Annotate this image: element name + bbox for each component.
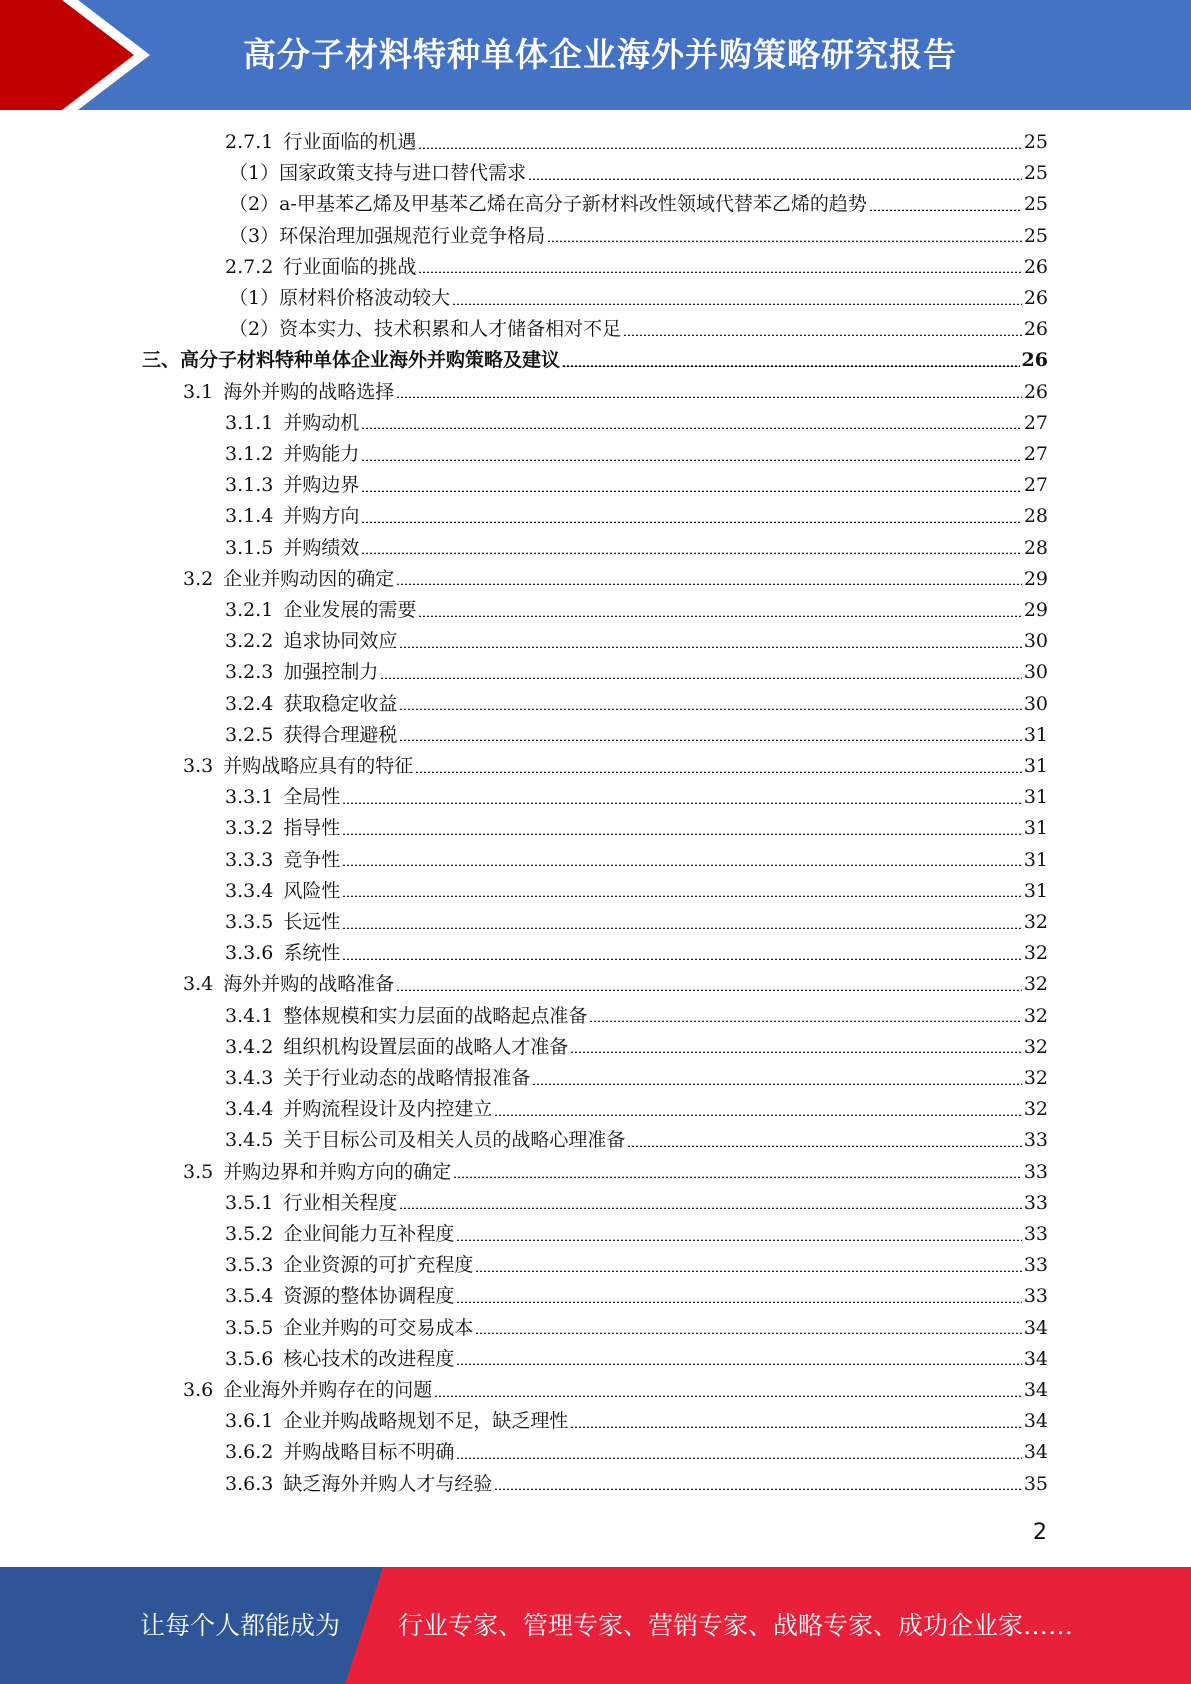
toc-dot-leader: [361, 427, 1021, 429]
toc-entry-page: 27: [1023, 474, 1048, 497]
toc-dot-leader: [361, 552, 1021, 554]
toc-entry-title: 并购动机: [283, 411, 360, 434]
toc-entry[interactable]: [229, 158, 1048, 189]
toc-dot-leader: [361, 459, 1021, 461]
toc-entry-page: 29: [1023, 599, 1048, 621]
toc-entry[interactable]: [225, 813, 1048, 844]
page-header: [0, 0, 1191, 110]
toc-entry-title: 企业发展的需要: [283, 599, 417, 621]
toc-entry-page: 28: [1023, 505, 1048, 528]
toc-entry[interactable]: [225, 876, 1048, 907]
toc-entry-number: 3.5.2: [225, 1223, 274, 1245]
toc-dot-leader: [418, 615, 1021, 617]
toc-dot-leader: [342, 802, 1021, 804]
toc-entry-title: 核心技术的改进程度: [283, 1347, 455, 1370]
toc-dot-leader: [399, 646, 1021, 648]
toc-entry-number: 3.4.4: [225, 1098, 274, 1121]
toc-entry-page: 28: [1023, 536, 1048, 559]
toc-entry-number: 3.2: [183, 567, 214, 590]
toc-entry-title: 竞争性: [283, 848, 341, 871]
toc-dot-leader: [399, 739, 1021, 741]
toc-dot-leader: [453, 1176, 1022, 1178]
toc-entry-title: 关于行业动态的战略情报准备: [283, 1067, 531, 1089]
toc-dot-leader: [396, 989, 1022, 991]
toc-entry-title: 并购能力: [283, 443, 360, 465]
toc-entry[interactable]: [229, 283, 1048, 314]
toc-entry-page: 35: [1023, 1472, 1048, 1495]
footer-slogan-left: 让每个人都能成为: [140, 1611, 341, 1640]
toc-entry[interactable]: [225, 1406, 1048, 1437]
toc-entry-number: 3.4.5: [225, 1129, 274, 1152]
toc-dot-leader: [361, 521, 1021, 523]
toc-entry-number: （2）: [229, 318, 280, 341]
toc-entry[interactable]: [225, 1250, 1048, 1281]
toc-entry-number: 3.4: [183, 973, 214, 996]
toc-dot-leader: [456, 1301, 1021, 1303]
toc-entry[interactable]: [225, 408, 1048, 439]
toc-entry-title: 行业面临的挑战: [283, 255, 417, 278]
toc-entry-page: 34: [1023, 1316, 1048, 1339]
toc-entry-title: 企业间能力互补程度: [283, 1223, 455, 1245]
toc-entry-title: 风险性: [283, 879, 341, 902]
toc-entry-page: 31: [1023, 723, 1048, 746]
toc-dot-leader: [342, 895, 1021, 897]
toc-entry-title: 获取稳定收益: [283, 692, 398, 715]
toc-entry-number: 3.3.1: [225, 786, 274, 809]
toc-entry[interactable]: [183, 969, 1048, 1000]
toc-entry-title: 并购战略目标不明确: [283, 1441, 455, 1464]
toc-entry[interactable]: [225, 626, 1048, 657]
toc-dot-leader: [418, 271, 1021, 273]
toc-dot-leader: [494, 1114, 1021, 1116]
toc-entry[interactable]: [225, 501, 1048, 532]
toc-entry-page: 29: [1023, 567, 1048, 590]
toc-entry-number: （1）: [229, 287, 280, 309]
toc-dot-leader: [456, 1457, 1021, 1459]
toc-dot-leader: [547, 240, 1022, 242]
toc-entry-title: 系统性: [283, 942, 341, 965]
toc-entry-number: 3.6.2: [225, 1441, 274, 1464]
toc-dot-leader: [342, 958, 1021, 960]
toc-entry-number: （1）: [229, 162, 280, 185]
toc-dot-leader: [570, 1426, 1021, 1428]
toc-entry[interactable]: [225, 1188, 1048, 1219]
toc-entry-number: 3.5: [183, 1160, 214, 1183]
toc-entry-title: a-甲基苯乙烯及甲基苯乙烯在高分子新材料改性领域代替苯乙烯的趋势: [279, 193, 867, 216]
toc-entry-title: 企业并购的可交易成本: [283, 1316, 474, 1339]
toc-entry-number: 3.1: [183, 380, 214, 403]
toc-entry-title: 全局性: [283, 786, 341, 809]
toc-entry-page: 33: [1023, 1191, 1048, 1214]
toc-dot-leader: [475, 1270, 1021, 1272]
toc-entry-title: 整体规模和实力层面的战略起点准备: [283, 1004, 588, 1027]
toc-entry-title: 长远性: [283, 911, 341, 933]
toc-entry-number: 3.3.6: [225, 942, 274, 965]
toc-entry-page: 33: [1023, 1129, 1048, 1152]
toc-entry[interactable]: [225, 657, 1048, 688]
toc-entry-page: 26: [1023, 380, 1048, 403]
toc-dot-leader: [342, 927, 1021, 929]
toc-dot-leader: [494, 1488, 1021, 1490]
toc-entry-title: 关于目标公司及相关人员的战略心理准备: [283, 1129, 626, 1152]
toc-entry-title: 企业海外并购存在的问题: [223, 1379, 433, 1401]
toc-entry[interactable]: [225, 689, 1048, 720]
toc-dot-leader: [589, 1020, 1021, 1022]
toc-entry-page: 32: [1023, 1098, 1048, 1121]
toc-dot-leader: [399, 708, 1021, 710]
toc-entry-number: 3.3: [183, 755, 214, 777]
toc-entry[interactable]: [225, 1313, 1048, 1344]
toc-entry-number: 3.1.4: [225, 505, 274, 528]
toc-entry-title: 资本实力、技术积累和人才储备相对不足: [279, 318, 622, 341]
toc-entry-page: 26: [1023, 287, 1048, 309]
toc-entry[interactable]: [225, 1437, 1048, 1468]
toc-entry-title: 企业资源的可扩充程度: [283, 1254, 474, 1277]
toc-dot-leader: [380, 677, 1021, 679]
toc-dot-leader: [562, 365, 1020, 367]
toc-entry-title: 获得合理避税: [283, 723, 398, 746]
toc-entry-number: 3.1.2: [225, 443, 274, 465]
toc-entry-title: 并购绩效: [283, 536, 360, 559]
toc-entry-title: 缺乏海外并购人才与经验: [283, 1472, 493, 1495]
toc-entry[interactable]: [225, 1001, 1048, 1032]
toc-entry[interactable]: [225, 1094, 1048, 1125]
toc-entry-title: 组织机构设置层面的战略人才准备: [283, 1035, 569, 1058]
toc-entry-page: 25: [1023, 131, 1048, 153]
toc-entry-number: 3.3.3: [225, 848, 274, 871]
toc-entry-title: 企业并购战略规划不足，缺乏理性: [283, 1410, 569, 1433]
toc-entry-number: 3.2.5: [225, 723, 274, 746]
toc-dot-leader: [396, 583, 1022, 585]
toc-entry-page: 34: [1023, 1379, 1048, 1401]
toc-entry-title: 三、高分子材料特种单体企业海外并购策略及建议: [142, 349, 561, 372]
toc-entry-number: 3.5.4: [225, 1285, 274, 1308]
toc-dot-leader: [456, 1363, 1021, 1365]
toc-entry-number: （3）: [229, 224, 280, 247]
toc-entry-title: 原材料价格波动较大: [279, 287, 451, 309]
toc-entry[interactable]: [225, 1125, 1048, 1156]
toc-dot-leader: [627, 1145, 1021, 1147]
toc-entry[interactable]: [229, 189, 1048, 220]
toc-entry-number: 3.4.3: [225, 1067, 274, 1089]
toc-entry-title: 并购边界: [283, 474, 360, 497]
toc-entry[interactable]: [225, 439, 1048, 470]
toc-entry[interactable]: [229, 314, 1048, 345]
toc-entry-page: 25: [1023, 193, 1048, 216]
toc-dot-leader: [399, 1207, 1021, 1209]
toc-entry-number: 3.3.2: [225, 817, 274, 840]
toc-entry[interactable]: [225, 1032, 1048, 1063]
toc-entry-title: 企业并购动因的确定: [223, 567, 395, 590]
toc-entry-page: 27: [1023, 443, 1048, 465]
toc-entry[interactable]: [225, 907, 1048, 938]
toc-entry-page: 31: [1023, 879, 1048, 902]
toc-entry-page: 34: [1023, 1347, 1048, 1370]
toc-entry-number: 3.4.2: [225, 1035, 274, 1058]
toc-entry-number: 3.2.4: [225, 692, 274, 715]
toc-entry[interactable]: [183, 564, 1048, 595]
toc-entry-page: 26: [1023, 255, 1048, 278]
toc-dot-leader: [418, 147, 1021, 149]
toc-entry-number: 3.4.1: [225, 1004, 274, 1027]
toc-entry-page: 31: [1023, 848, 1048, 871]
toc-entry-number: 3.6.3: [225, 1472, 274, 1495]
toc-entry-page: 34: [1023, 1410, 1048, 1433]
toc-dot-leader: [361, 490, 1021, 492]
toc-dot-leader: [528, 178, 1022, 180]
toc-entry-page: 33: [1023, 1223, 1048, 1245]
toc-entry[interactable]: [225, 845, 1048, 876]
toc-entry-title: 环保治理加强规范行业竞争格局: [279, 224, 546, 247]
toc-entry-page: 34: [1023, 1441, 1048, 1464]
toc-entry-page: 25: [1023, 224, 1048, 247]
toc-entry-number: 3.5.5: [225, 1316, 274, 1339]
toc-entry-page: 30: [1023, 630, 1048, 653]
toc-entry[interactable]: [225, 782, 1048, 813]
toc-entry-number: 3.2.2: [225, 630, 274, 653]
toc-entry[interactable]: [183, 751, 1048, 782]
toc-entry-number: 3.2.3: [225, 661, 274, 684]
toc-entry-page: 32: [1023, 1067, 1048, 1089]
toc-dot-leader: [415, 771, 1022, 773]
toc-dot-leader: [342, 833, 1021, 835]
toc-entry-page: 32: [1023, 1004, 1048, 1027]
page-footer: [0, 1567, 1191, 1684]
toc-entry-number: 3.1.3: [225, 474, 274, 497]
toc-dot-leader: [396, 396, 1022, 398]
toc-entry[interactable]: [225, 252, 1048, 283]
toc-entry-page: 31: [1023, 817, 1048, 840]
toc-entry-page: 33: [1023, 1160, 1048, 1183]
toc-entry[interactable]: [225, 938, 1048, 969]
toc-dot-leader: [434, 1395, 1022, 1397]
toc-entry[interactable]: [225, 1063, 1048, 1094]
toc-entry-number: 3.1.1: [225, 411, 274, 434]
toc-entry-page: 26: [1021, 349, 1048, 372]
toc-entry-page: 32: [1023, 1035, 1048, 1058]
toc-entry-page: 33: [1023, 1254, 1048, 1277]
toc-entry-page: 33: [1023, 1285, 1048, 1308]
toc-entry-number: 3.6: [183, 1379, 214, 1401]
toc-dot-leader: [342, 864, 1021, 866]
toc-entry-title: 并购战略应具有的特征: [223, 755, 414, 777]
toc-entry[interactable]: [142, 345, 1048, 376]
toc-dot-leader: [452, 303, 1022, 305]
toc-entry-page: 31: [1023, 786, 1048, 809]
toc-entry-number: 3.3.5: [225, 911, 274, 933]
toc-entry[interactable]: [225, 1344, 1048, 1375]
toc-entry[interactable]: [225, 1281, 1048, 1312]
footer-slogan-right: 行业专家、管理专家、营销专家、战略专家、成功企业家……: [398, 1611, 1074, 1640]
toc-entry-page: 32: [1023, 942, 1048, 965]
toc-entry-number: 3.5.6: [225, 1347, 274, 1370]
toc-entry[interactable]: [183, 1375, 1048, 1406]
toc-entry-page: 25: [1023, 162, 1048, 185]
toc-entry-title: 加强控制力: [283, 661, 379, 684]
toc-entry-page: 32: [1023, 911, 1048, 933]
toc-entry-title: 资源的整体协调程度: [283, 1285, 455, 1308]
toc-entry-page: 26: [1023, 318, 1048, 341]
toc-dot-leader: [869, 209, 1022, 211]
toc-dot-leader: [623, 334, 1022, 336]
report-title: 高分子材料特种单体企业海外并购策略研究报告: [243, 35, 957, 74]
toc-entry-title: 并购方向: [283, 505, 360, 528]
toc-entry-title: 海外并购的战略选择: [223, 380, 395, 403]
toc-dot-leader: [456, 1239, 1021, 1241]
toc-entry-number: 3.2.1: [225, 599, 274, 621]
toc-entry-page: 31: [1023, 755, 1048, 777]
toc-dot-leader: [475, 1332, 1021, 1334]
toc-dot-leader: [532, 1083, 1021, 1085]
toc-entry-title: 追求协同效应: [283, 630, 398, 653]
toc-entry-number: （2）: [229, 193, 280, 216]
toc-entry-title: 并购边界和并购方向的确定: [223, 1160, 452, 1183]
toc-entry-number: 3.1.5: [225, 536, 274, 559]
toc-entry-title: 指导性: [283, 817, 341, 840]
toc-entry[interactable]: [225, 595, 1048, 626]
toc-entry-number: 3.6.1: [225, 1410, 274, 1433]
toc-entry[interactable]: [183, 1157, 1048, 1188]
toc-dot-leader: [570, 1051, 1021, 1053]
toc-entry[interactable]: [225, 1469, 1048, 1500]
toc-entry[interactable]: [225, 533, 1048, 564]
toc-entry-number: 3.5.1: [225, 1191, 274, 1214]
toc-entry-page: 30: [1023, 692, 1048, 715]
toc-entry-number: 2.7.1: [225, 131, 274, 153]
toc-entry[interactable]: [183, 377, 1048, 408]
toc-entry-title: 行业面临的机遇: [283, 131, 417, 153]
toc-entry[interactable]: [225, 1219, 1048, 1250]
toc-entry-number: 3.5.3: [225, 1254, 274, 1277]
toc-entry-title: 行业相关程度: [283, 1191, 398, 1214]
toc-entry-number: 3.3.4: [225, 879, 274, 902]
toc-entry-title: 并购流程设计及内控建立: [283, 1098, 493, 1121]
toc-entry-title: 国家政策支持与进口替代需求: [279, 162, 527, 185]
toc-entry[interactable]: [225, 720, 1048, 751]
toc-entry-title: 海外并购的战略准备: [223, 973, 395, 996]
toc-entry-page: 27: [1023, 411, 1048, 434]
toc-entry[interactable]: [229, 221, 1048, 252]
toc-entry-number: 2.7.2: [225, 255, 274, 278]
toc-entry-page: 30: [1023, 661, 1048, 684]
toc-entry[interactable]: [225, 127, 1048, 158]
page-number: 2: [1033, 1520, 1047, 1545]
toc-entry-page: 32: [1023, 973, 1048, 996]
toc-entry[interactable]: [225, 470, 1048, 501]
